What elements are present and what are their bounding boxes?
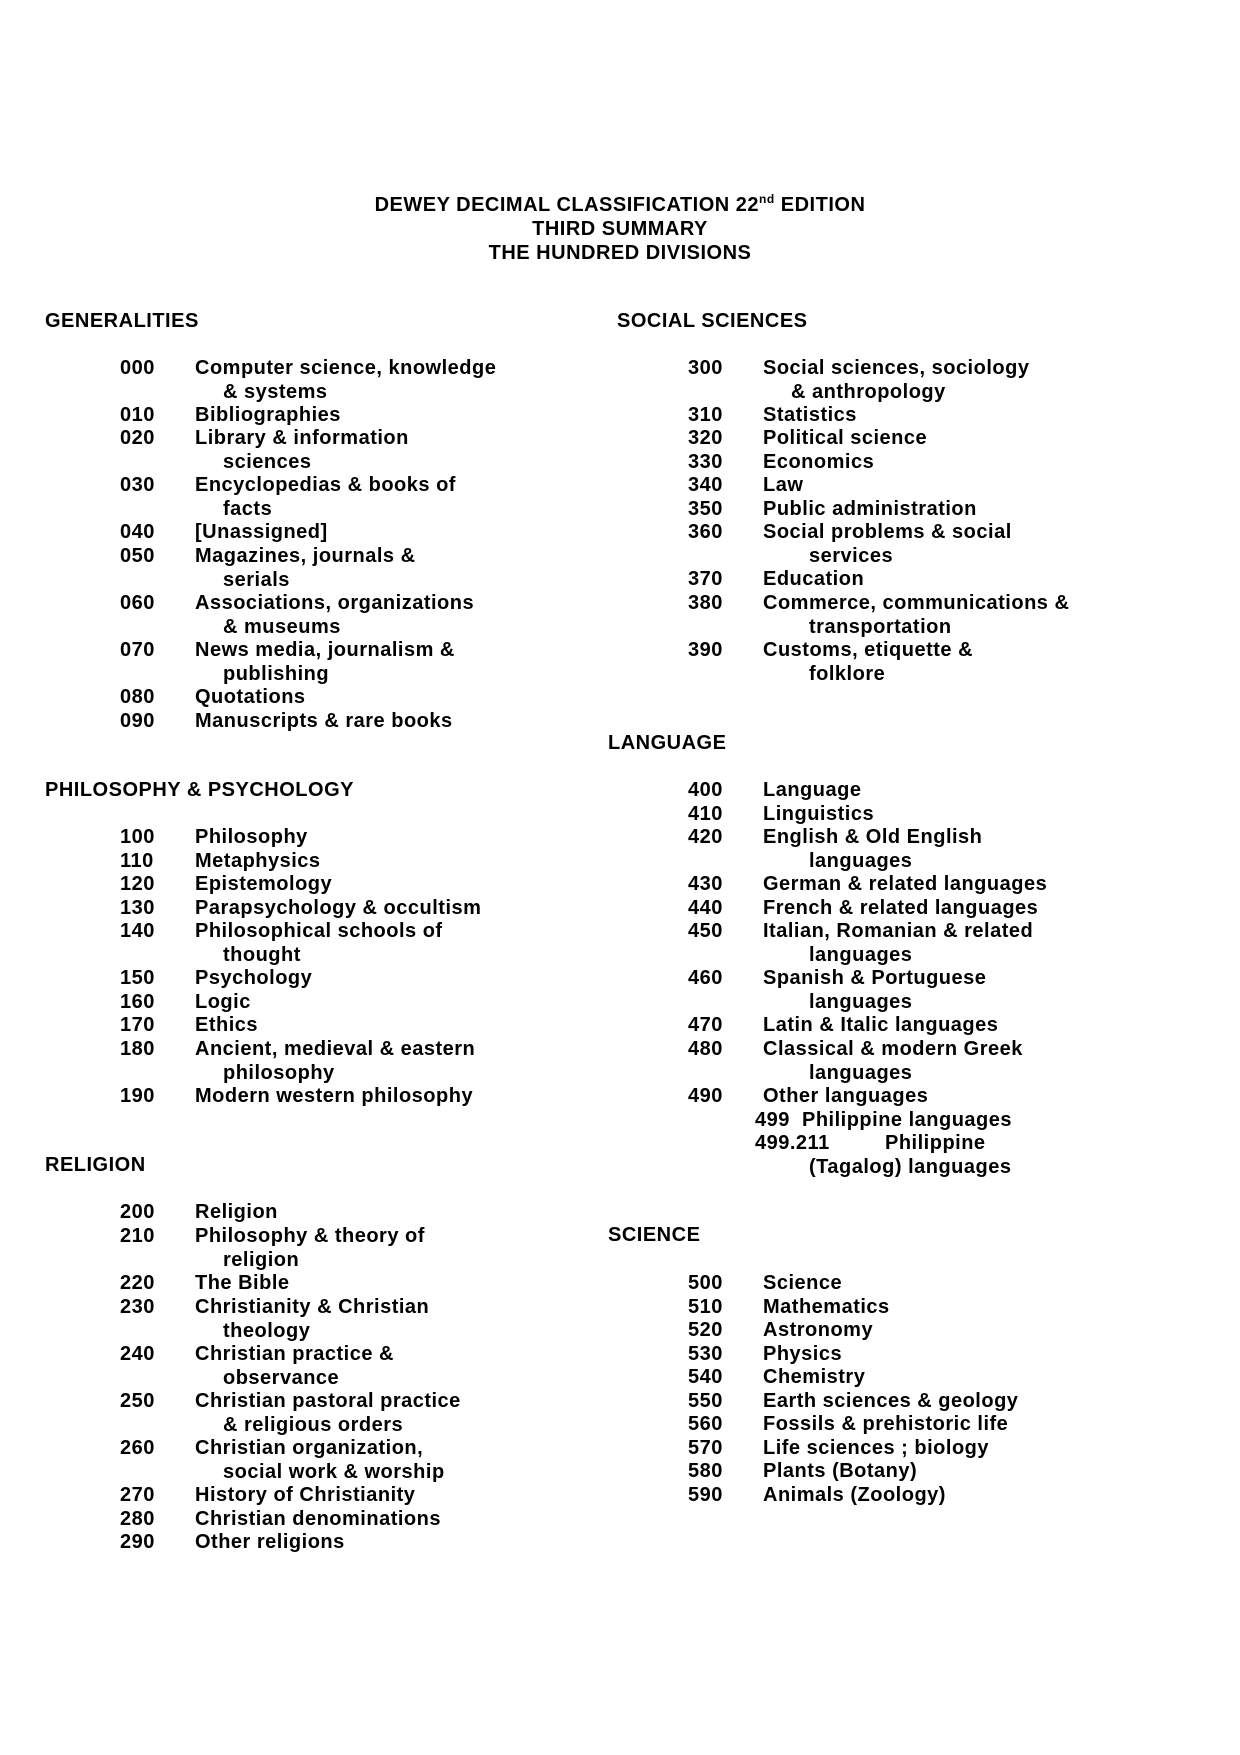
heading-social-sciences: SOCIAL SCIENCES (617, 310, 808, 332)
heading-language: LANGUAGE (608, 732, 727, 754)
entry-499-211-cont: (Tagalog) languages (809, 1156, 1012, 1178)
entry-499-211-label: Philippine (885, 1132, 986, 1154)
heading-religion: RELIGION (45, 1154, 146, 1176)
heading-philosophy: PHILOSOPHY & PSYCHOLOGY (45, 779, 354, 801)
document-title (0, 193, 1240, 265)
heading-science: SCIENCE (608, 1224, 701, 1246)
title-line-1: DEWEY DECIMAL CLASSIFICATION 22nd EDITION (374, 192, 866, 216)
heading-generalities: GENERALITIES (45, 310, 199, 332)
entry-499-211-code: 499.211 (755, 1132, 830, 1154)
entry-499: 499 Philippine languages (755, 1109, 1013, 1131)
title-line-2: THIRD SUMMARY (532, 218, 708, 240)
title-line-3: THE HUNDRED DIVISIONS (488, 242, 752, 264)
